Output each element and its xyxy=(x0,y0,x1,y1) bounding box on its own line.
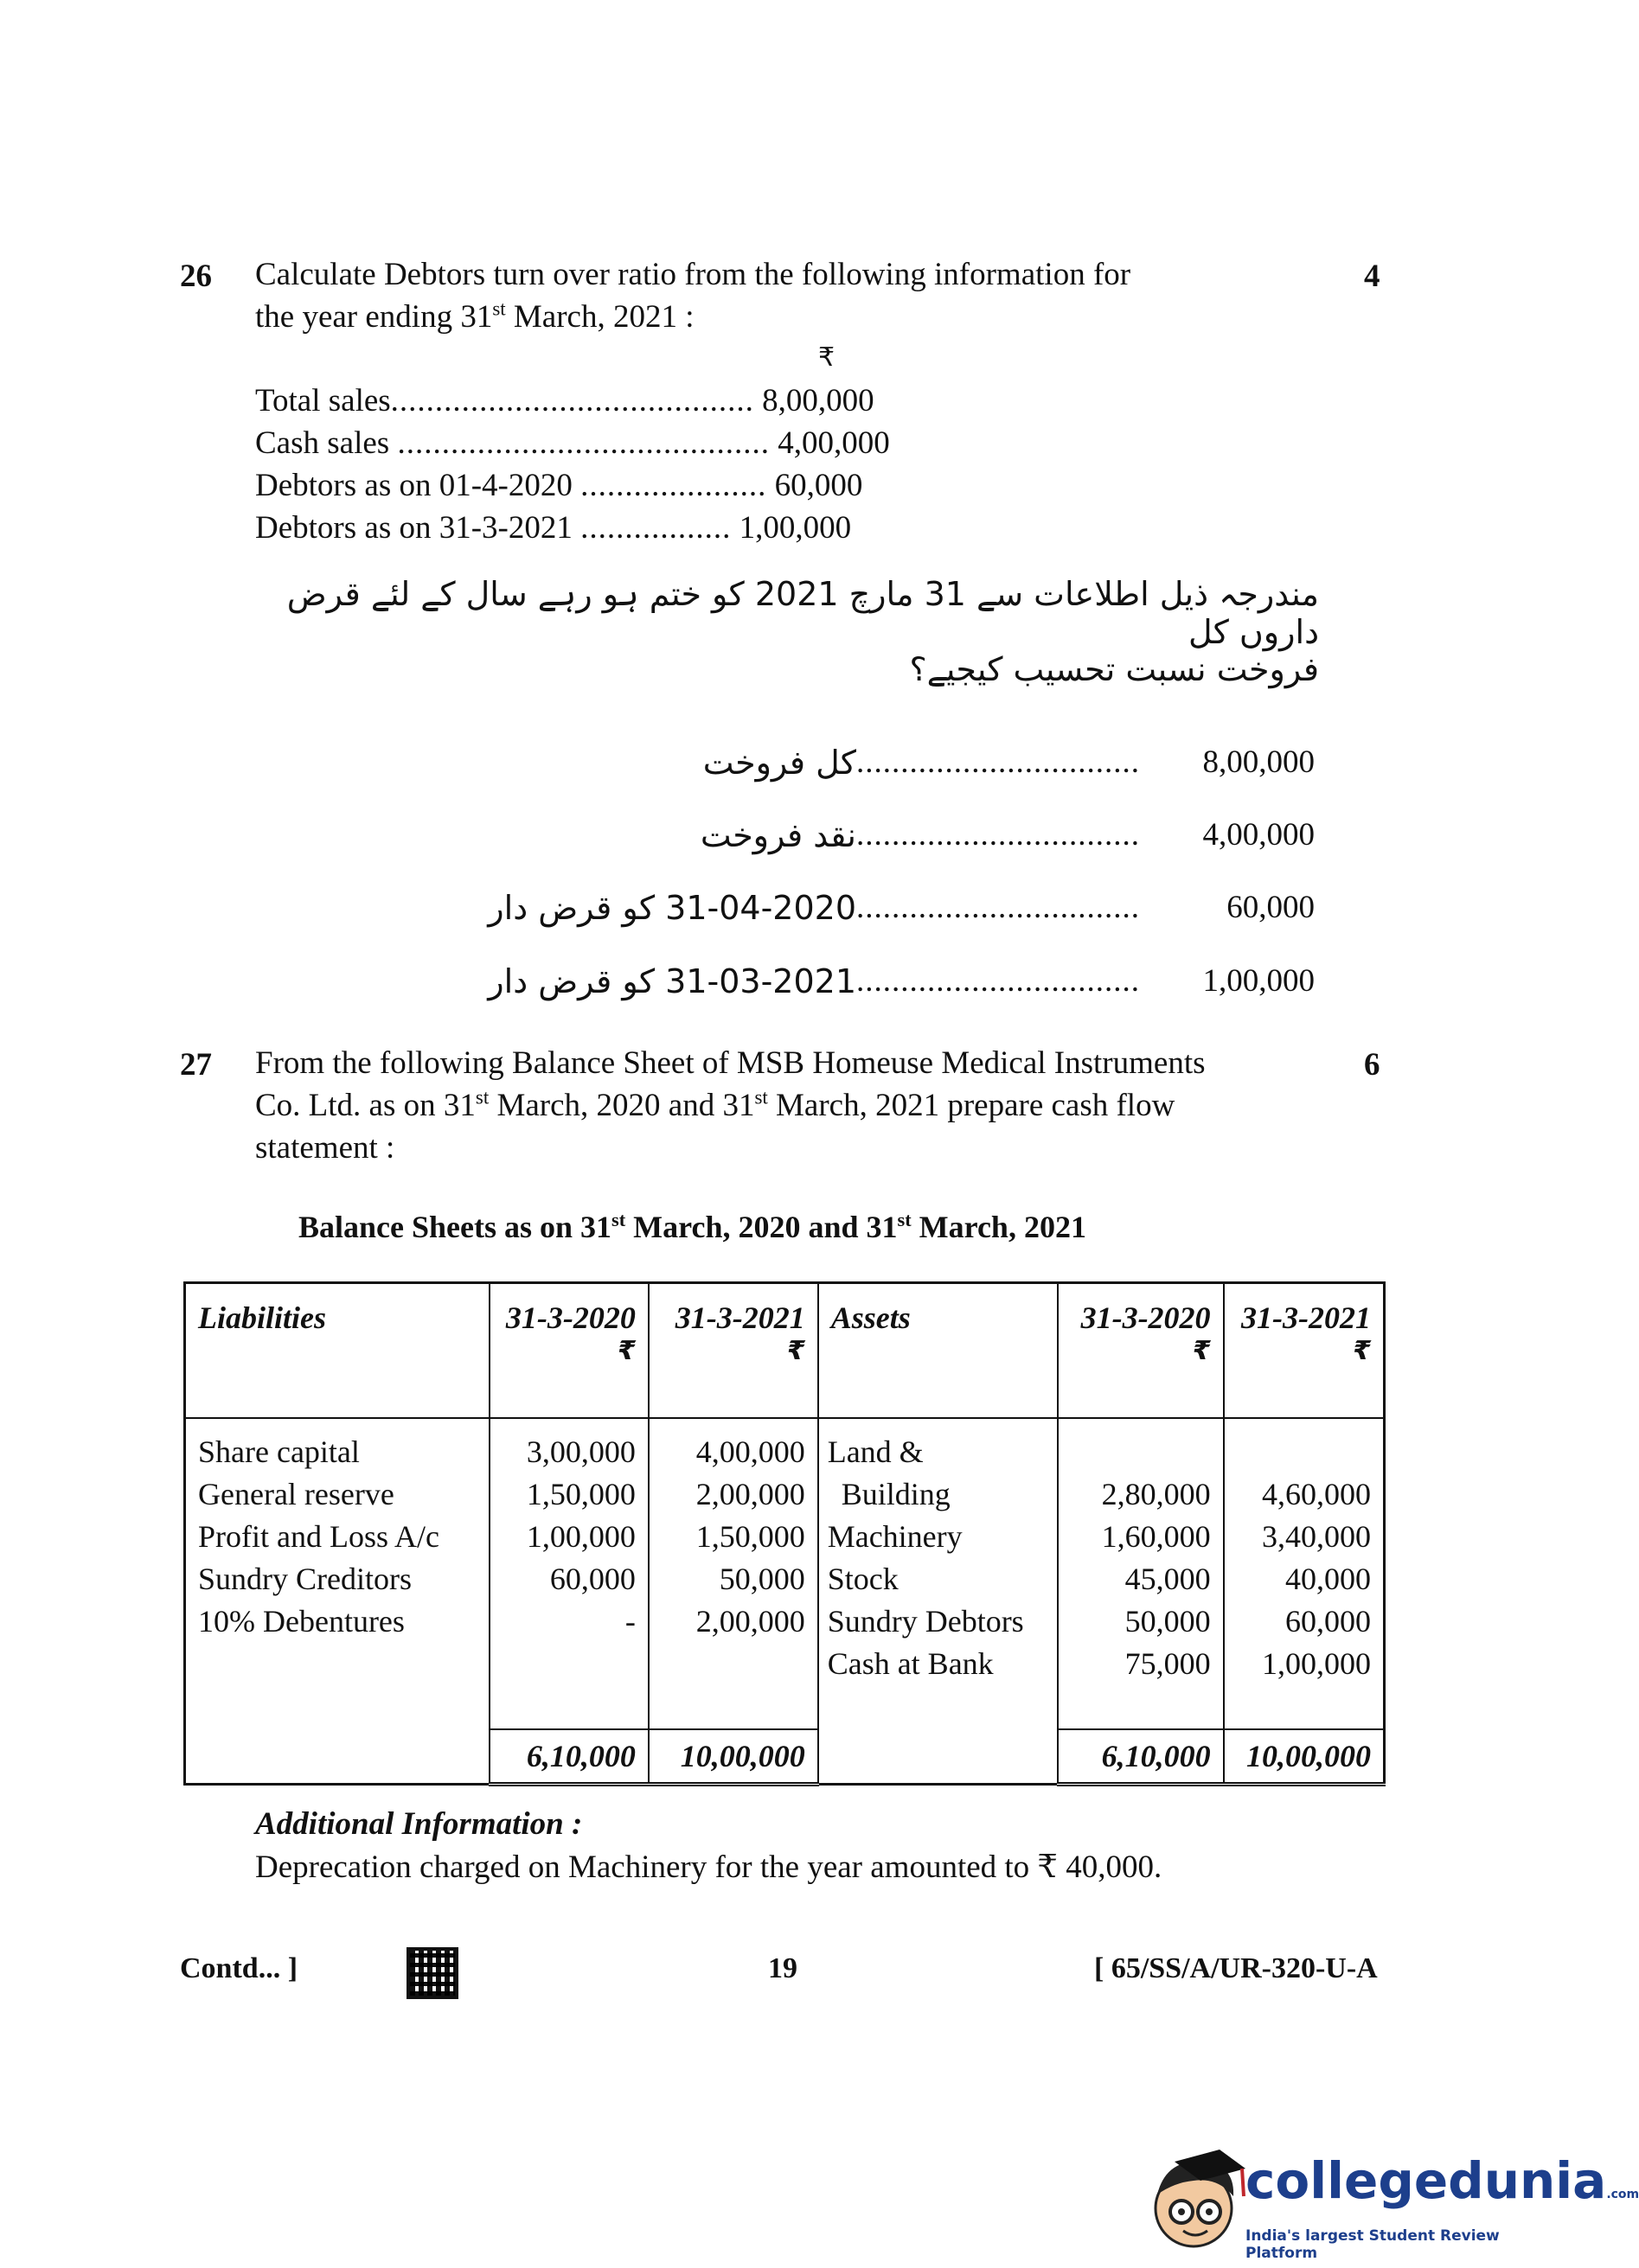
title-part: Balance Sheets as on 31 xyxy=(298,1210,612,1244)
urdu-row-label: 31-03-2021 کو قرض دار xyxy=(488,962,856,1000)
liability-name: General reserve xyxy=(198,1477,394,1511)
q26-text-line2-post: March, 2021 : xyxy=(505,299,695,335)
liability-value: 3,00,000 xyxy=(526,1434,636,1469)
q26-text-line2-sup: st xyxy=(492,297,506,320)
q26-row-label: Total sales xyxy=(255,383,391,418)
assets-2021 xyxy=(1224,1418,1385,1729)
header-asset-2020: 31-3-2020 ₹ xyxy=(1058,1283,1224,1419)
assets-names xyxy=(818,1418,1058,1785)
total-asset-2020: 6,10,000 xyxy=(1058,1729,1224,1785)
title-sup: st xyxy=(611,1209,626,1230)
liability-name: Share capital xyxy=(198,1434,360,1469)
asset-value: 75,000 xyxy=(1124,1646,1211,1681)
asset-name: Sundry Debtors xyxy=(827,1604,1024,1639)
additional-info-heading: Additional Information : xyxy=(255,1806,583,1842)
q27-text-line2-b: March, 2020 and 31 xyxy=(489,1088,755,1123)
balance-sheet-title xyxy=(298,1209,1086,1245)
q26-row-dots: ......................................... xyxy=(390,383,754,418)
q27-sup: st xyxy=(475,1086,490,1108)
liability-value: 2,00,000 xyxy=(695,1604,805,1639)
q27-sup: st xyxy=(754,1086,768,1108)
header-liab-2020: 31-3-2020 ₹ xyxy=(490,1283,649,1419)
liability-value: 1,50,000 xyxy=(526,1477,636,1511)
q27-text-line2-a: Co. Ltd. as on 31 xyxy=(255,1088,476,1123)
q26-currency-symbol: ₹ xyxy=(818,342,836,373)
asset-value-empty xyxy=(1071,1431,1211,1473)
asset-value: 45,000 xyxy=(1124,1562,1211,1596)
q26-row-value: 60,000 xyxy=(774,468,863,503)
asset-value: 50,000 xyxy=(1124,1604,1211,1639)
asset-value: 2,80,000 xyxy=(1101,1477,1211,1511)
asset-value: 4,60,000 xyxy=(1262,1477,1371,1511)
urdu-row-value: 60,000 xyxy=(1226,890,1315,925)
header-liab-2021: 31-3-2021 ₹ xyxy=(649,1283,818,1419)
q26-urdu-line1: مندرجہ ذیل اطلاعات سے 31 مارچ 2021 کو ختم ہو رہے سال کے لئے قرض داروں کل xyxy=(286,575,1319,651)
mascot-icon xyxy=(1140,2143,1252,2255)
liability-value: 4,00,000 xyxy=(695,1434,805,1469)
assets-2020 xyxy=(1058,1418,1224,1729)
liability-name: Sundry Creditors xyxy=(198,1562,412,1596)
liabilities-2021 xyxy=(649,1418,818,1729)
q27-text-line3: statement : xyxy=(255,1130,395,1166)
urdu-row-value: 1,00,000 xyxy=(1202,963,1315,999)
q26-row-value: 8,00,000 xyxy=(762,383,874,418)
title-sup: st xyxy=(897,1209,912,1230)
urdu-row-value: 4,00,000 xyxy=(1202,817,1315,853)
header-liabilities: Liabilities xyxy=(185,1283,490,1419)
footer-page-number: 19 xyxy=(768,1952,797,1984)
q26-marks: 4 xyxy=(1364,259,1380,294)
q26-row-3 xyxy=(255,509,851,546)
liability-value: 2,00,000 xyxy=(695,1477,805,1511)
total-asset-2021: 10,00,000 xyxy=(1224,1729,1385,1785)
q26-text-line1: Calculate Debtors turn over ratio from the following information for xyxy=(255,257,1131,292)
q27-text-line1: From the following Balance Sheet of MSB Homeuse Medical Instruments xyxy=(255,1045,1206,1081)
urdu-row-label: کل فروخت xyxy=(702,744,856,782)
q26-number: 26 xyxy=(180,259,212,294)
q27-text-line2-c: March, 2021 prepare cash flow xyxy=(767,1088,1175,1123)
urdu-row-dots: ................................ xyxy=(856,890,1140,925)
asset-name: Land & xyxy=(827,1434,924,1469)
header-asset-2021: 31-3-2021 ₹ xyxy=(1224,1283,1385,1419)
liabilities-names xyxy=(185,1418,490,1729)
logo-brand xyxy=(1245,2151,1639,2210)
q26-row-dots: .......................................... xyxy=(397,425,770,461)
asset-value: 3,40,000 xyxy=(1262,1519,1371,1554)
liability-name: Profit and Loss A/c xyxy=(198,1519,439,1554)
asset-value: 40,000 xyxy=(1285,1562,1371,1596)
urdu-row-dots: ................................ xyxy=(856,963,1140,999)
asset-name: Machinery xyxy=(827,1519,963,1554)
balance-sheet-table xyxy=(183,1281,1386,1786)
logo-tagline: India's largest Student Review Platform xyxy=(1245,2227,1500,2262)
footer-contd: Contd... ] xyxy=(180,1952,298,1984)
additional-info-text: Deprecation charged on Machinery for the year amounted to ₹ 40,000. xyxy=(255,1850,1162,1885)
q27-text-line2 xyxy=(255,1084,1175,1127)
q26-row-1 xyxy=(255,425,890,462)
liability-value: 50,000 xyxy=(719,1562,805,1596)
q26-text-line2 xyxy=(255,296,695,338)
table-body-row xyxy=(185,1418,1385,1729)
footer-code: [ 65/SS/A/UR-320-U-A xyxy=(1094,1952,1378,1984)
q26-row-dots: ................. xyxy=(580,510,732,546)
total-liab-2021: 10,00,000 xyxy=(649,1729,818,1785)
liability-name: 10% Debentures xyxy=(198,1604,405,1639)
liability-value: - xyxy=(624,1604,636,1639)
liability-value: 1,50,000 xyxy=(695,1519,805,1554)
asset-value: 1,60,000 xyxy=(1101,1519,1211,1554)
asset-value: 1,00,000 xyxy=(1262,1646,1371,1681)
logo-dotcom: .com xyxy=(1606,2188,1639,2201)
asset-name: Building xyxy=(841,1477,951,1511)
q26-row-label: Cash sales xyxy=(255,425,390,461)
q26-urdu-line2: فروخت نسبت تحسیب کیجیے؟ xyxy=(909,650,1319,688)
liability-value: 1,00,000 xyxy=(526,1519,636,1554)
title-part: March, 2020 and 31 xyxy=(625,1210,898,1244)
q26-row-value: 1,00,000 xyxy=(739,510,852,546)
q26-row-dots: ..................... xyxy=(580,468,767,503)
asset-name: Stock xyxy=(827,1562,899,1596)
q26-row-label: Debtors as on 31-3-2021 xyxy=(255,510,573,546)
title-part: March, 2021 xyxy=(911,1210,1086,1244)
logo-brand-text: collegedunia xyxy=(1245,2151,1607,2210)
table-total-row xyxy=(185,1729,1385,1785)
urdu-row-label: 31-04-2020 کو قرض دار xyxy=(488,889,856,927)
header-assets: Assets xyxy=(818,1283,1058,1419)
urdu-row-value: 8,00,000 xyxy=(1202,744,1315,780)
urdu-row-dots: ................................ xyxy=(856,744,1140,780)
qr-code-icon xyxy=(407,1947,458,1999)
asset-name: Cash at Bank xyxy=(827,1646,994,1681)
liabilities-2020 xyxy=(490,1418,649,1729)
asset-value: 60,000 xyxy=(1285,1604,1371,1639)
total-liab-2020: 6,10,000 xyxy=(490,1729,649,1785)
asset-value-empty xyxy=(1237,1431,1371,1473)
q26-text-line2-pre: the year ending 31 xyxy=(255,299,493,335)
q26-row-label: Debtors as on 01-4-2020 xyxy=(255,468,573,503)
urdu-row-dots: ................................ xyxy=(856,817,1140,853)
table-header-row xyxy=(185,1283,1385,1419)
liability-value: 60,000 xyxy=(549,1562,636,1596)
q27-number: 27 xyxy=(180,1047,212,1083)
total-blank xyxy=(185,1729,490,1785)
urdu-row-label: نقد فروخت xyxy=(700,816,856,854)
q26-row-2 xyxy=(255,467,862,504)
q26-row-value: 4,00,000 xyxy=(778,425,890,461)
q27-marks: 6 xyxy=(1364,1047,1380,1083)
q26-row-0 xyxy=(255,382,874,419)
